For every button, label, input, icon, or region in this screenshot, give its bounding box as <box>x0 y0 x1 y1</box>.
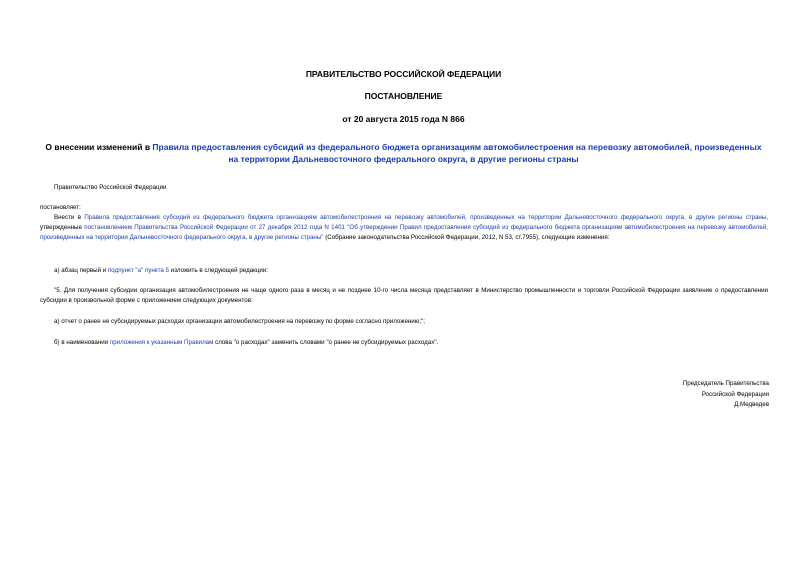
subparagraph-link[interactable]: подпункт "а" пункта 5 <box>107 267 169 274</box>
resolution-link[interactable]: постановлением Правительства Российской Федерации от 27 декабря 2012 года N 1401 "Об утверждении Правил предоставления субсидий из федерального бюджета организациям автомобилестроения на перевозку автомобилей, произведенных на территории Дальневосточного федерального округа, в другие регионы страны" <box>40 224 768 241</box>
paragraph-report: а) отчет о ранее не субсидируемых расходах организации автомобилестроения на перевозку по форме согласно приложению;"; <box>54 318 426 325</box>
p1-text-c: (Собрание законодательства Российской Федерации, 2012, N 53, ст.7955), следующие изменения: <box>323 234 610 241</box>
signature-org: Российской Федерации <box>701 390 769 398</box>
document-title <box>40 142 767 165</box>
p1-text-b: , утвержденные <box>40 214 768 231</box>
signature-block <box>683 379 769 411</box>
decrees-line: постановляет: <box>40 204 81 211</box>
paragraph-clause-5: "5. Для получения субсидии организация автомобилестроения не чаще одного раза в месяц и не позднее 10-го числа месяца представляет в Министерство промышленности и торговли Российской Федерации заявление о предоставлении субсидии в произвольной форме с приложением следующих документов: <box>40 287 768 304</box>
paragraph-amendments <box>40 213 768 243</box>
paragraph-item-a <box>40 266 768 276</box>
title-rules-link[interactable]: Правила предоставления субсидий из федерального бюджета организациям автомобилестроения на перевозку автомобилей, произведенных на территории Дальневосточного федерального округа, в другие регионы страны <box>152 142 762 164</box>
appendix-link[interactable]: приложения к указанным Правилам <box>109 339 214 346</box>
document-date: от 20 августа 2015 года N 866 <box>342 114 465 124</box>
title-prefix: О внесении изменений в <box>45 142 153 152</box>
government-header: ПРАВИТЕЛЬСТВО РОССИЙСКОЙ ФЕДЕРАЦИИ <box>305 69 502 79</box>
paragraph-item-b <box>40 338 768 348</box>
government-line: Правительство Российской Федерации <box>54 184 167 191</box>
p5-text-b: слова "о расходах" заменить словами "о ранее не субсидируемых расходах". <box>213 339 439 346</box>
signature-name: Д.Медведев <box>734 401 769 408</box>
p2-text-b: изложить в следующей редакции: <box>168 267 268 274</box>
p2-text-a: а) абзац первый и <box>54 267 108 274</box>
document-type: ПОСТАНОВЛЕНИЕ <box>364 91 443 101</box>
signature-title: Председатель Правительства <box>682 380 769 387</box>
rules-link[interactable]: Правила предоставления субсидий из федерального бюджета организациям автомобилестроения на перевозку автомобилей, произведенных на территории Дальневосточного федерального округа, в другие регионы страны <box>84 214 767 221</box>
p1-text-a: Внести в <box>54 214 85 221</box>
p5-text-a: б) в наименовании <box>54 339 110 346</box>
